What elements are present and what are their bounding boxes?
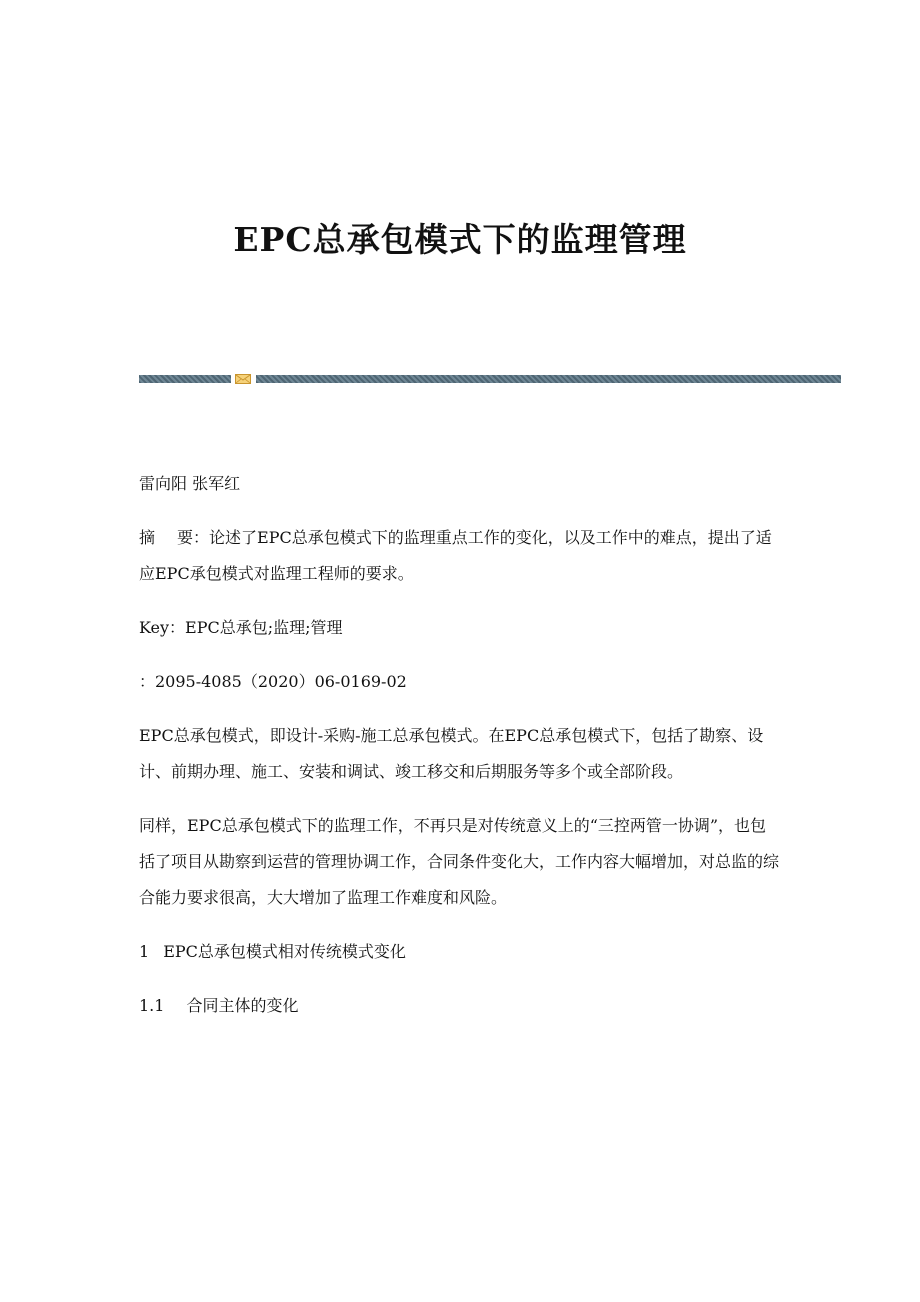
section-heading-1-1 (139, 988, 779, 1024)
body-paragraph: EPC总承包模式，即设计-采购-施工总承包模式。在EPC总承包模式下，包括了勘察、设计、前期办理、施工、安装和调试、竣工移交和后期服务等多个或全部阶段。 (139, 726, 764, 781)
body-paragraph: 同样，EPC总承包模式下的监理工作，不再只是对传统意义上的“三控两管一协调”，也包括了项目从勘察到运营的管理协调工作，合同条件变化大，工作内容大幅增加，对总监的综合能力要求很高，大大增加了监理工作难度和风险。 (139, 816, 780, 907)
abstract (139, 520, 779, 592)
envelope-ornament-icon (235, 374, 251, 384)
article-number: ：2095-4085（2020）06-0169-02 (139, 672, 407, 691)
document-body (139, 466, 779, 1042)
abstract-label-first: 摘 (139, 528, 156, 547)
abstract-text: 论述了EPC总承包模式下的监理重点工作的变化，以及工作中的难点，提出了适应EPC承包模式对监理工程师的要求。 (139, 528, 772, 583)
subsection-number: 1.1 (139, 996, 165, 1015)
subsection-title: 合同主体的变化 (186, 996, 299, 1015)
section-title: EPC总承包模式相对传统模式变化 (163, 942, 406, 961)
divider-bar-left (139, 375, 231, 383)
document-title: EPC总承包模式下的监理管理 (233, 220, 687, 259)
section-number: 1 (139, 942, 150, 961)
keywords: Key：EPC总承包;监理;管理 (139, 618, 343, 637)
title-divider (139, 374, 841, 384)
abstract-label-second: 要： (177, 528, 210, 547)
authors: 雷向阳 张军红 (139, 474, 241, 493)
section-heading-1 (139, 934, 779, 970)
divider-bar-right (256, 375, 841, 383)
